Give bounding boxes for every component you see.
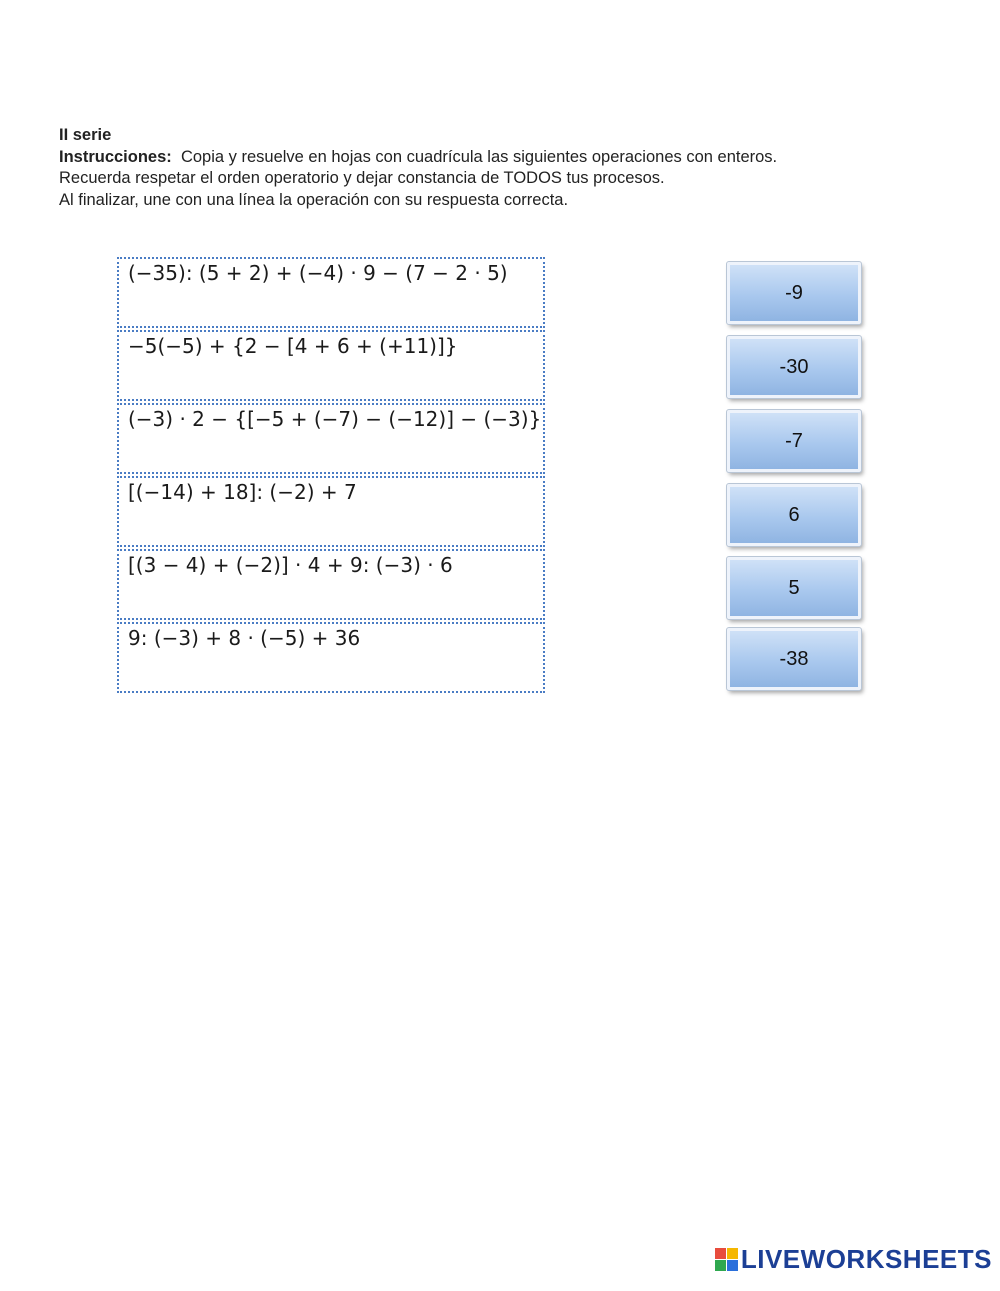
operation-box-3[interactable]: (−3) · 2 − {[−5 + (−7) − (−12)] − (−3)} <box>117 403 545 474</box>
operation-box-1[interactable]: (−35): (5 + 2) + (−4) · 9 − (7 − 2 · 5) <box>117 257 545 328</box>
answer-button-1[interactable]: -9 <box>727 262 861 324</box>
operation-box-6[interactable]: 9: (−3) + 8 · (−5) + 36 <box>117 622 545 693</box>
liveworksheets-logo <box>715 1244 992 1275</box>
instructions-block <box>59 125 959 211</box>
instructions-label: Instrucciones: <box>59 147 172 166</box>
answer-button-6[interactable]: -38 <box>727 628 861 690</box>
answer-button-2[interactable]: -30 <box>727 336 861 398</box>
operation-box-5[interactable]: [(3 − 4) + (−2)] · 4 + 9: (−3) · 6 <box>117 549 545 620</box>
instructions-text-1: Copia y resuelve en hojas con cuadrícula las siguientes operaciones con enteros. <box>180 147 778 166</box>
answer-button-5[interactable]: 5 <box>727 557 861 619</box>
instructions-line-2: Recuerda respetar el orden operatorio y dejar constancia de TODOS tus procesos. <box>59 169 665 187</box>
instructions-line-1 <box>59 147 959 169</box>
operation-box-4[interactable]: [(−14) + 18]: (−2) + 7 <box>117 476 545 547</box>
logo-squares-icon <box>715 1248 738 1271</box>
operation-box-2[interactable]: −5(−5) + {2 − [4 + 6 + (+11)]} <box>117 330 545 401</box>
answer-button-3[interactable]: -7 <box>727 410 861 472</box>
operations-column <box>117 257 545 695</box>
instructions-line-3: Al finalizar, une con una línea la operación con su respuesta correcta. <box>59 190 569 209</box>
answer-button-4[interactable]: 6 <box>727 484 861 546</box>
logo-text: LIVEWORKSHEETS <box>740 1244 992 1274</box>
section-title: II serie <box>59 126 112 144</box>
